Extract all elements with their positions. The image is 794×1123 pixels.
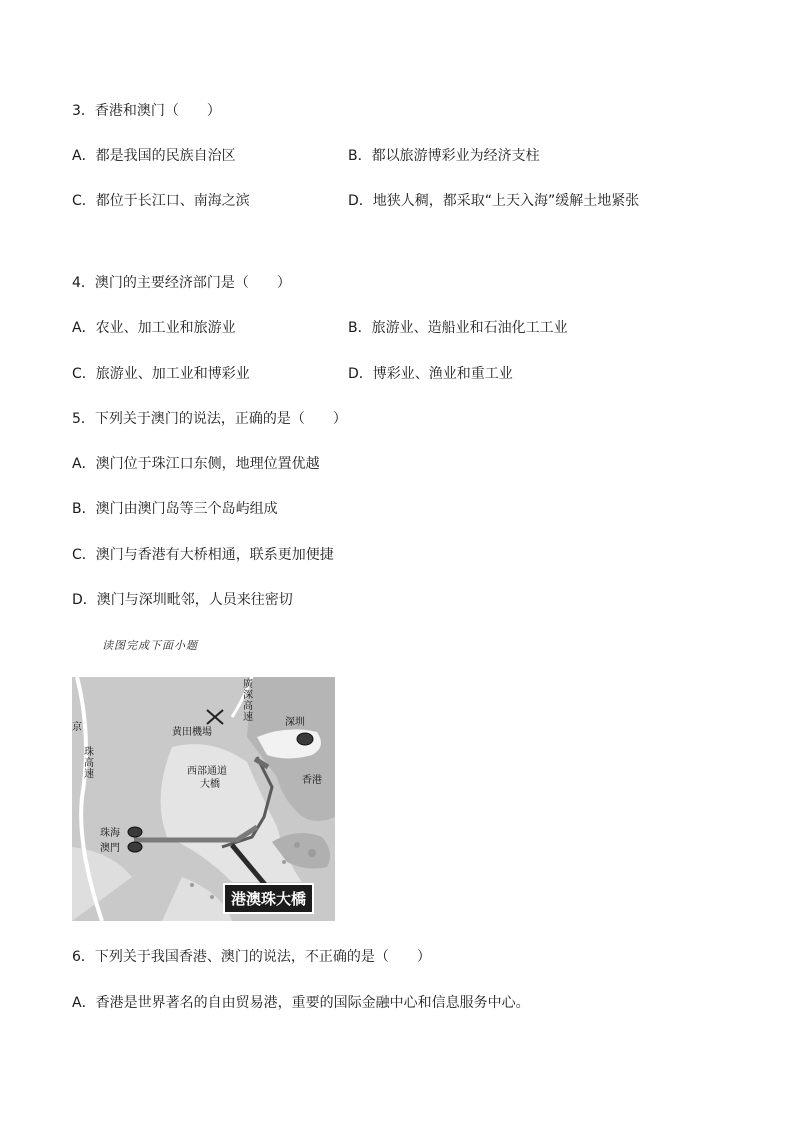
q3-option-a: A．都是我国的民族自治区 <box>72 148 236 164</box>
q3-option-b: B．都以旅游博彩业为经济支柱 <box>348 148 540 164</box>
q5-option-b: B．澳门由澳门岛等三个岛屿组成 <box>72 501 278 517</box>
map-label-western-bridge: 大橋 <box>200 779 220 790</box>
q6-option-a: A．香港是世界著名的自由贸易港，重要的国际金融中心和信息服务中心。 <box>72 995 530 1011</box>
shenzhen-marker <box>297 733 313 745</box>
q5-option-c: C．澳门与香港有大桥相通，联系更加便捷 <box>72 547 334 563</box>
southern-water <box>162 877 232 921</box>
map-label-zhuhai: 珠海 <box>100 828 120 839</box>
map-label-western-corridor: 西部通道 <box>187 766 227 777</box>
q4-option-d: D．博彩业、渔业和重工业 <box>348 366 513 382</box>
pearl-river-delta-map <box>72 677 335 921</box>
macau-marker <box>128 842 142 852</box>
map-label-hongkong: 香港 <box>302 775 322 786</box>
q6-stem: 6．下列关于我国香港、澳门的说法，不正确的是（ ） <box>72 949 431 965</box>
map-label-guangshen: 廣深高速 <box>243 679 253 723</box>
map-label-jing: 京 <box>72 722 82 733</box>
map-label-zhuhai-highway: 珠高速 <box>84 747 94 780</box>
q4-option-c: C．旅游业、加工业和博彩业 <box>72 366 250 382</box>
q5-option-a: A．澳门位于珠江口东侧，地理位置优越 <box>72 456 320 472</box>
map-label-airport: 黄田機場 <box>172 727 212 738</box>
western-water <box>72 847 132 921</box>
shenzhen-bay <box>257 729 321 758</box>
map-caption: 读图完成下面小题 <box>102 639 198 652</box>
map-label-shenzhen: 深圳 <box>285 717 305 728</box>
q4-option-b: B．旅游业、造船业和石油化工工业 <box>348 320 568 336</box>
q4-option-a: A．农业、加工业和旅游业 <box>72 320 236 336</box>
q3-option-c: C．都位于长江口、南海之滨 <box>72 193 250 209</box>
q5-option-d: D．澳门与深圳毗邻，人员来往密切 <box>72 592 293 608</box>
q4-stem: 4．澳门的主要经济部门是（ ） <box>72 275 291 291</box>
q3-stem: 3．香港和澳门（ ） <box>72 103 221 119</box>
q3-option-d: D．地狭人稠，都采取“上天入海”缓解土地紧张 <box>348 193 640 209</box>
map-label-macau: 澳門 <box>100 843 120 854</box>
q5-stem: 5．下列关于澳门的说法，正确的是（ ） <box>72 411 347 427</box>
airplane-icon <box>207 710 223 724</box>
map-label-hzmb: 港澳珠大橋 <box>223 883 314 914</box>
zhuhai-marker <box>128 827 142 837</box>
